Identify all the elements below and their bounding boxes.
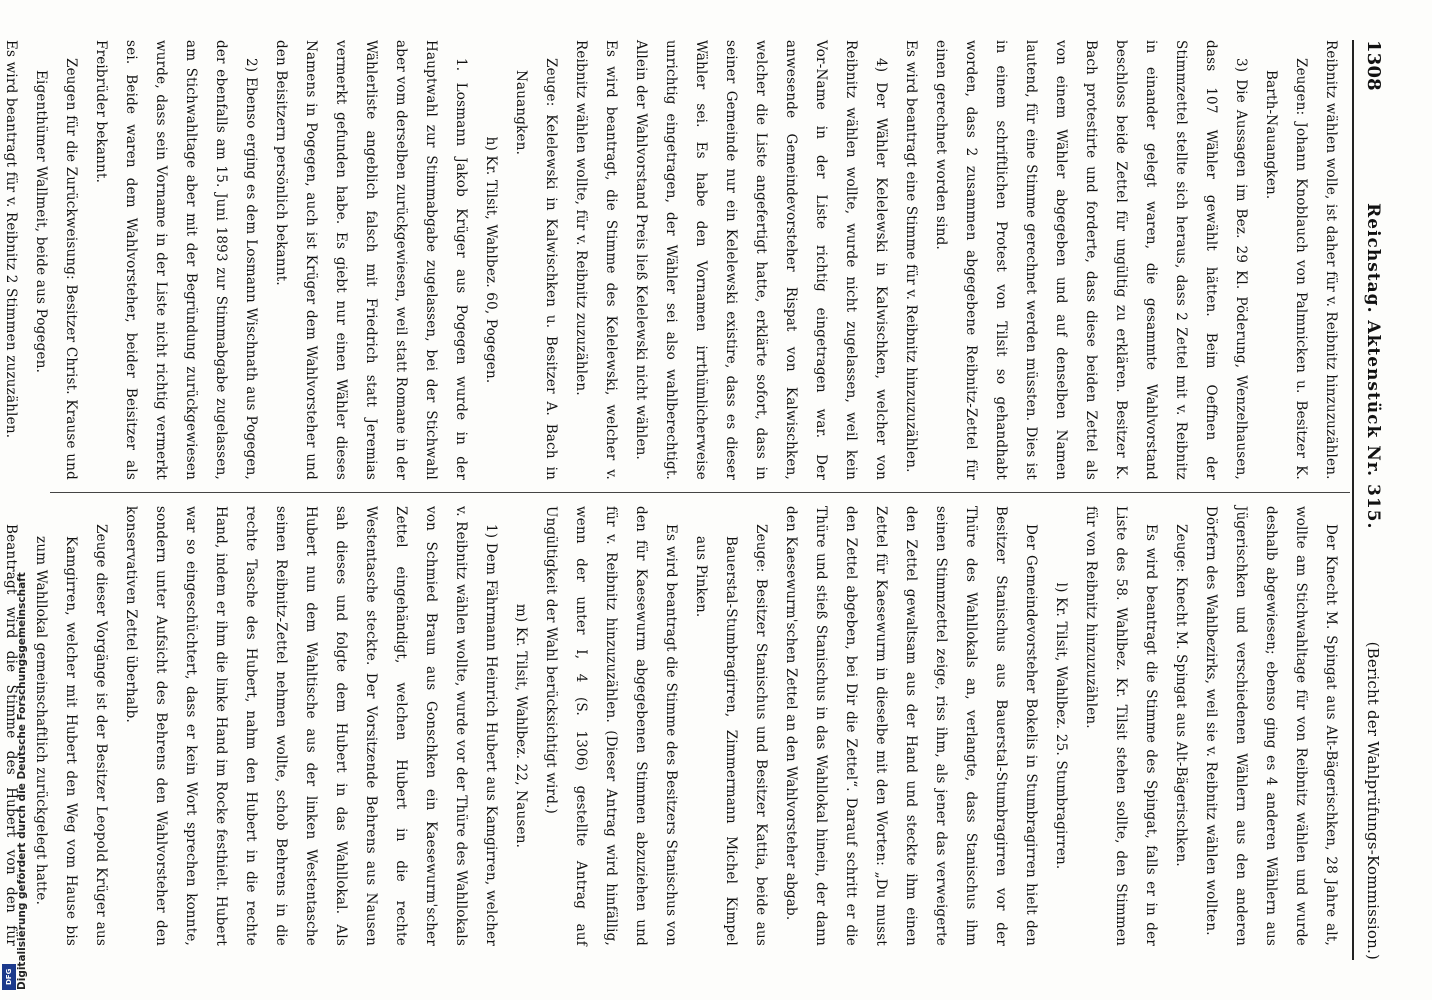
- witness-paragraph: Zeuge: Knecht M. Spingat aus Alt-Bägerischken.: [1173, 524, 1189, 867]
- right-column: [0, 506, 1346, 946]
- paragraph: 1) Dem Fährmann Heinrich Hubert aus Kamgirren, welcher v. Reibnitz wählen wollte, wurde vor der Thüre des Wahllokals von Schmied Braun aus Gonschken ein Kaesewurm'scher Zettel eingehändigt, welchen Hubert in die rechte Westentasche steckte. Der Vorsitzende Behrens aus Nausen sah dieses und folgte dem Hubert in das Wahllokal. Als Hubert nun dem Wahltische aus der linken Westentasche seinen Reibnitz-Zettel nehmen wollte, schob Behrens in die rechte Tasche des Hubert, nahm den Hubert in die rechte Hand, indem er ihm die linke Hand im Rocke festhielt. Hubert war so eingeschüchtert, dass er kein Wort sprechen konnte, sondern unter Aufsicht des Behrens den Wahlvorsteher den konservativen Zettel überhalb.: [123, 506, 499, 946]
- dfg-logo-icon: DFG: [2, 964, 16, 990]
- paragraph: Es wird beantragt, die Stimme des Kelelewski, welcher v. Reibnitz wählen wollte, für v. Reibnitz zuzuzählen.: [573, 40, 619, 480]
- digitization-credit: Digitalisierung gefördert durch die Deutsche Forschungsgemeinschaft: [16, 572, 28, 990]
- paragraph: Es wird beantragt für v. Reibnitz 2 Stimmen zuzuzählen.: [3, 40, 19, 439]
- paragraph: 3) Die Aussagen im Bez. 29 Kl. Pöderung, Wenzelhausen, dass 107 Wähler gewählt hätten. Beim Oeffnen der Stimmzettel stellte sich heraus, dass 2 Zettel mit v. Reibnitz in einander gelegt waren, die gesammte Wahlvorstand beschloss beide Zettel für ungültig zu erklären. Besitzer K. Bach protestirte und forderte, dass diese beiden Zettel als von einem Wähler abgegeben und auf denselben Namen lautend, für eine Stimme gerechnet werden müssten. Dies ist in einem schriftlichen Protest von Tilsit so gehandhabt worden, dass 2 zusammen abgegebene Reibnitz-Zettel für einen gerechnet worden sind.: [933, 40, 1249, 480]
- paragraph: 4) Der Wähler Kelelewski in Kalwischken, welcher von Reibnitz wählen wollte, wurde nicht zugelassen, weil kein Vor-Name in der Liste richtig eingetragen war. Der anwesende Gemeindevorsteher Rispat von Kalwischken, welcher die Liste angefertigt hatte, erklärte sofort, dass in seiner Gemeinde nur ein Kelelewski existire, dass es dieser Wähler sei. Es habe den Vornamen irrthümlicherweise unrichtig eingetragen, der Wähler sei also wahlberechtigt. Allein der Wahlvorstand Preis ließ Kelelewski nicht wählen.: [633, 40, 889, 480]
- witness-paragraph: Zeugen: Johann Knoblauch von Palmnicken u. Besitzer K. Barth-Nauangken.: [1263, 58, 1309, 480]
- paragraph: Der Gemeindevorsteher Bokelis in Stumbragirren hielt den Besitzer Stanischus aus Bauerstal-Stumbragirren vor der Thüre des Wahllokals an, verlangte, dass Stanischus ihm seinen Stimmzettel zeige, riss ihm, als jener das verweigerte den Zettel gewaltsam aus der Hand und steckte ihm einen Zettel für Kaesewurm in dieselbe mit den Worten: „Du musst den Zettel abgeben, bei Dir die Zettel“. Darauf schritt er die Thüre und stieß Stanischus in das Wahllokal hinein, der dann den Kaesewurm'schen Zettel an den Wahlvorsteher abgab.: [783, 506, 1039, 946]
- witness-paragraph: Zeuge dieser Vorgänge ist der Besitzer Leopold Krüger aus Kamgirren, welcher mit Hubert den Weg vom Hause bis zum Wahllokal gemeinschaftlich zurückgelegt hatte.: [33, 524, 109, 946]
- witness-paragraph: Zeuge: Besitzer Stanischus und Besitzer Kattia, beide aus Bauerstal-Stumbragirren, Zimmermann Michel Kimpel aus Pinken.: [693, 524, 769, 946]
- left-column: [0, 40, 1346, 480]
- witness-paragraph: Zeuge: Kelelewski in Kalwischken u. Besitzer A. Bach in Nauangken.: [513, 58, 559, 480]
- witness-paragraph: Zeugen für die Zurückweisung: Besitzer Christ. Krause und Eigenthümer Wallmeit, beide aus Pogegen.: [33, 58, 79, 480]
- header-rule: [1352, 40, 1354, 960]
- section-heading: m) Kr. Tilsit, Wahlbez. 22, Nausen.: [513, 603, 529, 849]
- paragraph: Beantragt wird die Stimme des Hubert von den für: [3, 524, 19, 946]
- paragraph: Es wird beantragt die Stimme des Spingat, falls er in der Liste des 58. Wahlbez. Kr. Tilsit stehen sollte, den Stimmen für von Reibnitz hinzuzuzählen.: [1083, 506, 1159, 946]
- page-header: [1356, 40, 1390, 960]
- digitization-sidebar: [0, 0, 28, 1000]
- paragraph: Es wird beantragt die Stimme des Besitzers Stanischus von den für Kaesewurm abgegebenen Stimmen abzuziehen und für v. Reibnitz hinzuzuzählen. (Dieser Antrag wird hinfällig, wenn der unter I, 4 (S. 1306) gestellte Antrag auf Ungültigkeit der Wahl berücksichtigt wird.): [543, 506, 679, 946]
- paragraph: 2) Ebenso erging es dem Losmann Wischnath aus Pogegen, der ebenfalls am 15. Juni 1893 zur Stimmabgabe zugelassen, am Stichwahltage aber mit der Begründung zurückgewiesen wurde, dass sein Vorname in der Liste nicht richtig vermerkt sei. Beide waren dem Wahlvorsteher, beider Beisitzer als Freibrüder bekannt.: [93, 40, 259, 480]
- running-head: (Bericht der Wahlprüfungs-Kommission.): [1364, 641, 1382, 960]
- page-number: 1308: [1363, 40, 1384, 91]
- paragraph: Es wird beantragt eine Stimme für v. Reibnitz hinzuzuzählen.: [903, 40, 919, 473]
- page-title: Reichstag. Aktenstück Nr. 315.: [1363, 203, 1383, 530]
- paragraph: 1. Losmann Jakob Krüger aus Pogegen wurde in der Hauptwahl zur Stimmabgabe zugelassen, bei der Stichwahl aber vom derselben zurückgewiesen, weil statt Romane in der Wählerliste angeblich falsch mit Friedrich statt Jeremias vermerkt gefunden habe. Es giebt nur einen Wähler dieses Namens in Pogegen, auch ist Krüger dem Wahlvorsteher und den Beisitzern persönlich bekannt.: [273, 40, 469, 480]
- section-heading: h) Kr. Tilsit, Wahlbez. 60, Pogegen.: [483, 136, 499, 384]
- section-heading: l) Kr. Tilsit, Wahlbez. 25. Stumbragirren.: [1053, 582, 1069, 870]
- paragraph: Reibnitz wählen wolle, ist daher für v. Reibnitz hinzuzuzählen.: [1323, 40, 1339, 480]
- paragraph: Der Knecht M. Spingat aus Alt-Bägerischken, 28 Jahre alt, wollte am Stichwahltage für von Reibnitz wählen und wurde deshalb abgewiesen; ebenso ging es 4 anderen Wählern aus Jügerischken und verschiedenen Wählern aus den anderen Dörfern des Wahlbezirks, weil sie v. Reibnitz wählen wollten.: [1203, 506, 1339, 946]
- column-divider: [50, 492, 1350, 493]
